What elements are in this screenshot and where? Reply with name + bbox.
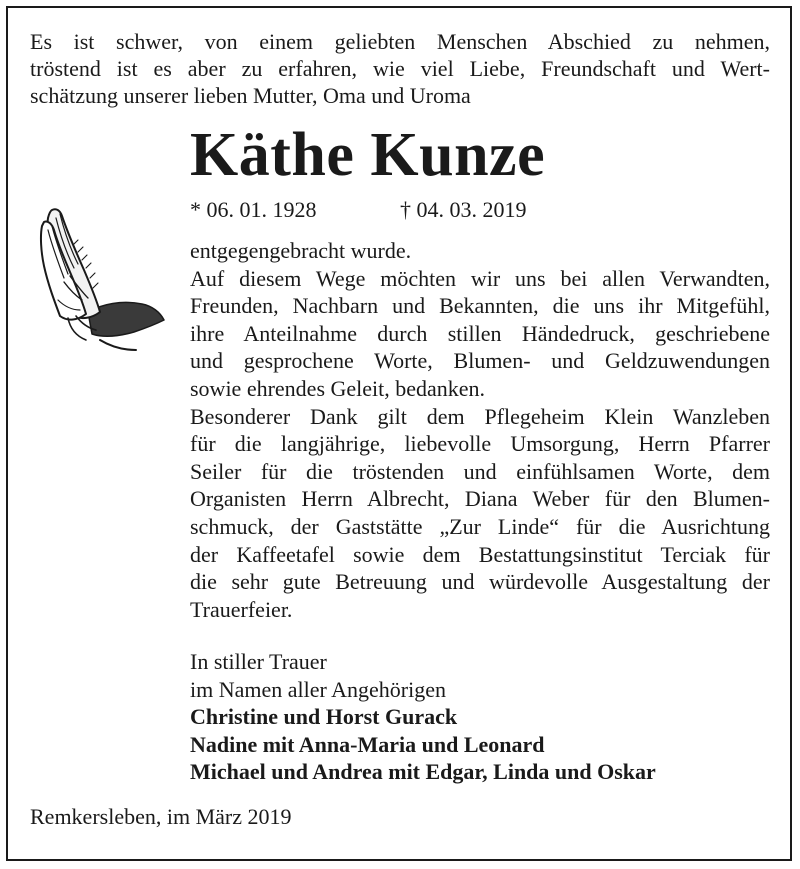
body-line: Organisten Herrn Albrecht, Diana Weber für den Blumen-: [190, 486, 770, 512]
body-line: schmuck, der Gaststätte „Zur Linde“ für die Ausrichtung: [190, 513, 770, 539]
intro-line: tröstend ist es aber zu erfahren, wie viel Liebe, Freundschaft und Wert-: [30, 56, 770, 81]
mourner-name: Michael und Andrea mit Edgar, Linda und Oskar: [190, 759, 656, 785]
body-line: und gesprochene Worte, Blumen- und Geldzuwendungen: [190, 348, 770, 374]
body-line: Besonderer Dank gilt dem Pflegeheim Klein Wanzleben: [190, 403, 770, 429]
body-line: für die langjährige, liebevolle Umsorgung, Herrn Pfarrer: [190, 431, 770, 457]
body-line: Seiler für die tröstenden und einfühlsamen Worte, dem: [190, 458, 770, 484]
body-line: Freunden, Nachbarn und Bekannten, die uns ihr Mitgefühl,: [190, 293, 770, 319]
intro-line: Es ist schwer, von einem geliebten Menschen Abschied zu nehmen,: [30, 29, 770, 54]
thank-you-text: [190, 237, 770, 623]
body-line: ihre Anteilnahme durch stillen Händedruck, geschriebene: [190, 320, 770, 346]
body-line: die sehr gute Betreuung und würdevolle Ausgestaltung der: [190, 569, 770, 595]
deceased-name: Käthe Kunze: [190, 121, 546, 189]
body-line: der Kaffeetafel sowie dem Bestattungsinstitut Terciak für: [190, 541, 770, 567]
body-line: Trauerfeier.: [190, 596, 293, 622]
closing-block: [190, 648, 770, 786]
praying-hands-icon: [30, 200, 168, 360]
mourner-name: Christine und Horst Gurack: [190, 704, 458, 730]
closing-line: In stiller Trauer: [190, 649, 327, 674]
body-line: entgegengebracht wurde.: [190, 238, 412, 263]
intro-text: [30, 28, 770, 109]
death-date: † 04. 03. 2019: [400, 197, 527, 222]
closing-line: im Namen aller Angehörigen: [190, 676, 446, 702]
place-date: Remkersleben, im März 2019: [30, 804, 292, 829]
intro-line: schätzung unserer lieben Mutter, Oma und Uroma: [30, 83, 471, 108]
body-line: Auf diesem Wege möchten wir uns bei allen Verwandten,: [190, 265, 770, 291]
body-line: sowie ehrendes Geleit, bedanken.: [190, 375, 486, 401]
birth-date: * 06. 01. 1928: [190, 197, 317, 222]
mourner-name: Nadine mit Anna-Maria und Leonard: [190, 731, 545, 757]
